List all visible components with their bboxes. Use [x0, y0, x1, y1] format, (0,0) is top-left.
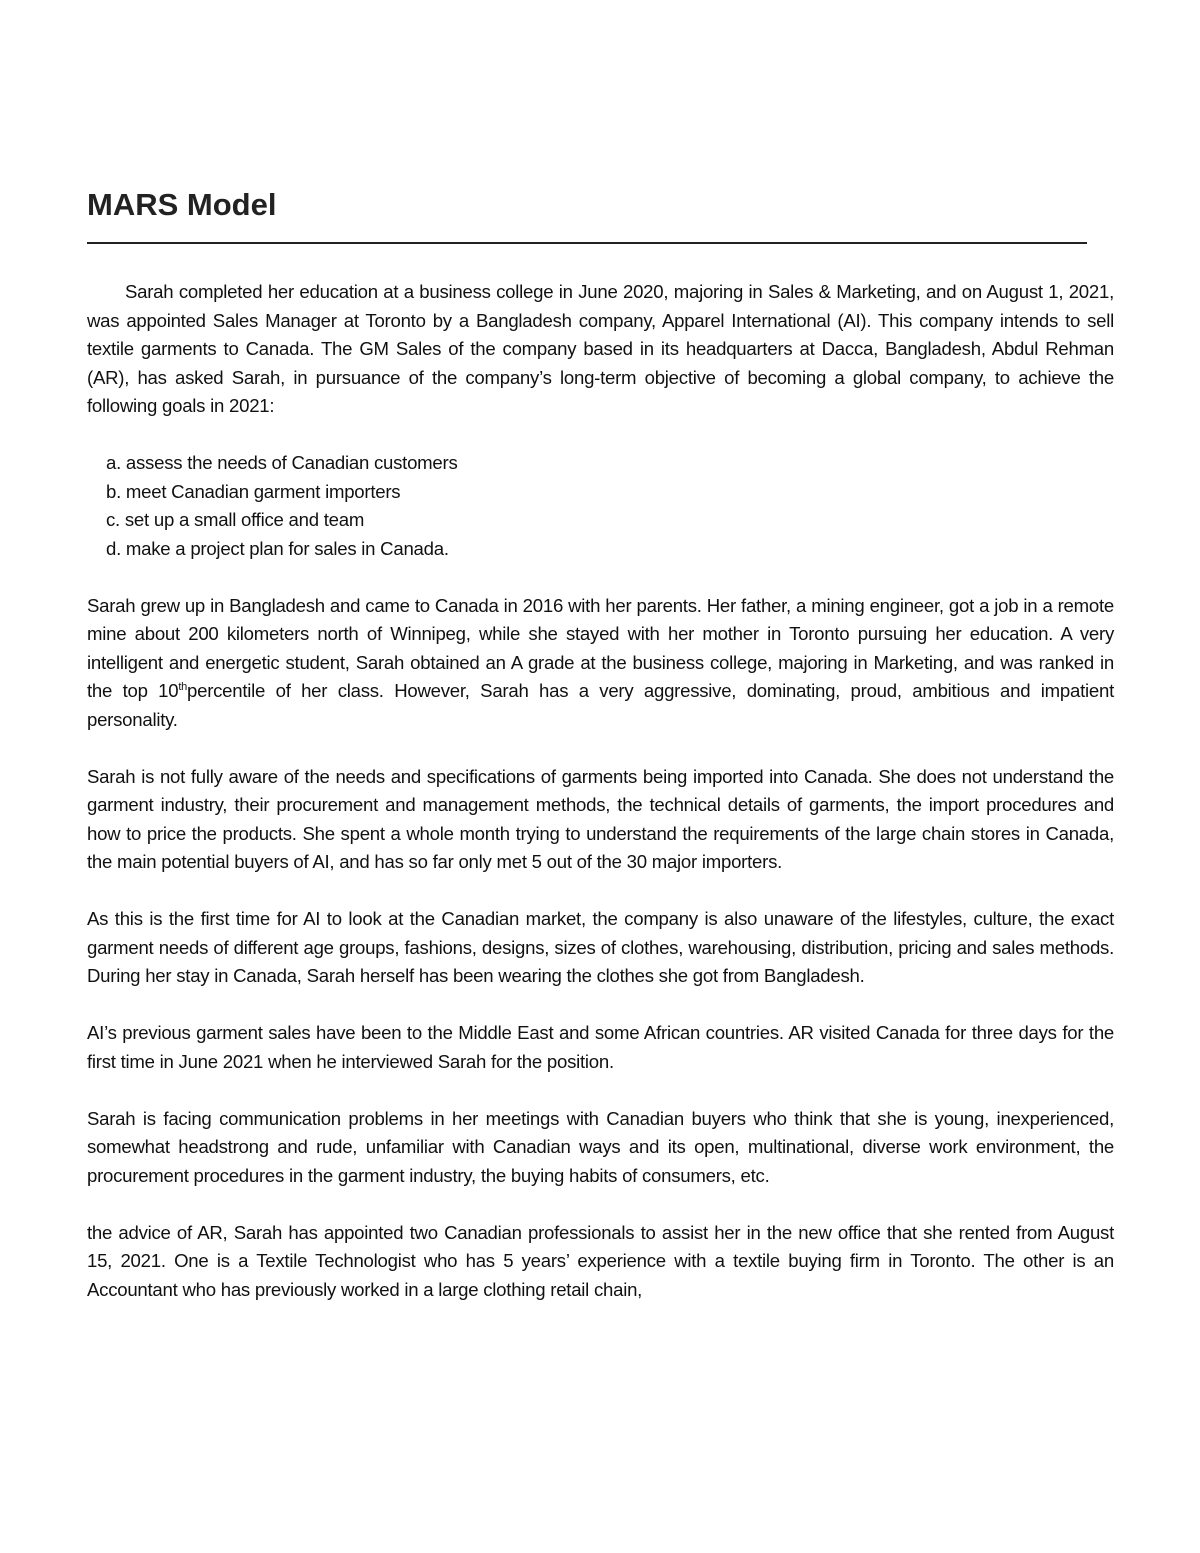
goal-item-a: a. assess the needs of Canadian customers [106, 452, 458, 473]
paragraph-intro: Sarah completed her education at a business college in June 2020, majoring in Sales & Marketing, and on August 1, 2021, was appointed Sales Manager at Toronto by a Bangladesh company, Apparel International (AI). This company intends to sell textile garments to Canada. The GM Sales of the company based in its headquarters at Dacca, Bangladesh, Abdul Rehman (AR), has asked Sarah, in pursuance of the company’s long-term objective of becoming a global company, to achieve the following goals in 2021: [87, 281, 1114, 416]
document-title: MARS Model [87, 187, 277, 222]
goals-list [87, 449, 1114, 563]
paragraph-team: the advice of AR, Sarah has appointed two Canadian professionals to assist her in the new office that she rented from August 15, 2021. One is a Textile Technologist who has 5 years’ experience with a textile buying firm in Toronto. The other is an Accountant who has previously worked in a large clothing retail chain, [87, 1221, 1114, 1300]
paragraph-communication: Sarah is facing communication problems in her meetings with Canadian buyers who think that she is young, inexperienced, somewhat headstrong and rude, unfamiliar with Canadian ways and its open, multinational, diverse work environment, the procurement procedures in the garment industry, the buying habits of consumers, etc. [87, 1107, 1114, 1186]
goal-item-b: b. meet Canadian garment importers [106, 480, 401, 502]
document-body [87, 278, 1114, 1304]
paragraph-market: As this is the first time for AI to look at the Canadian market, the company is also unaware of the lifestyles, culture, the exact garment needs of different age groups, fashions, designs, sizes of clothes, warehousing, distribution, pricing and sales methods. During her stay in Canada, Sarah herself has been wearing the clothes she got from Bangladesh. [87, 908, 1114, 986]
title-divider [87, 242, 1087, 244]
paragraph-previous-sales: AI’s previous garment sales have been to the Middle East and some African countries. AR visited Canada for three days for the first time in June 2021 when he interviewed Sarah for the position. [87, 1022, 1114, 1072]
goal-item-c: c. set up a small office and team [106, 509, 365, 530]
paragraph-background-text-1: Sarah grew up in Bangladesh and came to Canada in 2016 with her parents. Her father, a mining engineer, got a job in a remote mine about 200 kilometers north of Winnipeg, while she stayed with her mother in Toronto pursuing her education. A very intelligent and energetic student, Sarah obtained an A grade at the business college, majoring in Marketing, and was ranked in the top 10 [87, 594, 1114, 701]
paragraph-background [87, 592, 1114, 735]
ordinal-suffix: th [178, 681, 188, 693]
paragraph-awareness: Sarah is not fully aware of the needs and specifications of garments being imported into Canada. She does not understand the garment industry, their procurement and management methods, the technical details of garments, the import procedures and how to price the products. She spent a whole month trying to understand the requirements of the large chain stores in Canada, the main potential buyers of AI, and has so far only met 5 out of the 30 major importers. [87, 765, 1114, 872]
paragraph-background-text-2: percentile of her class. However, Sarah has a very aggressive, dominating, proud, ambitious and impatient personality. [87, 680, 1114, 730]
goal-item-d: d. make a project plan for sales in Canada. [106, 537, 449, 559]
